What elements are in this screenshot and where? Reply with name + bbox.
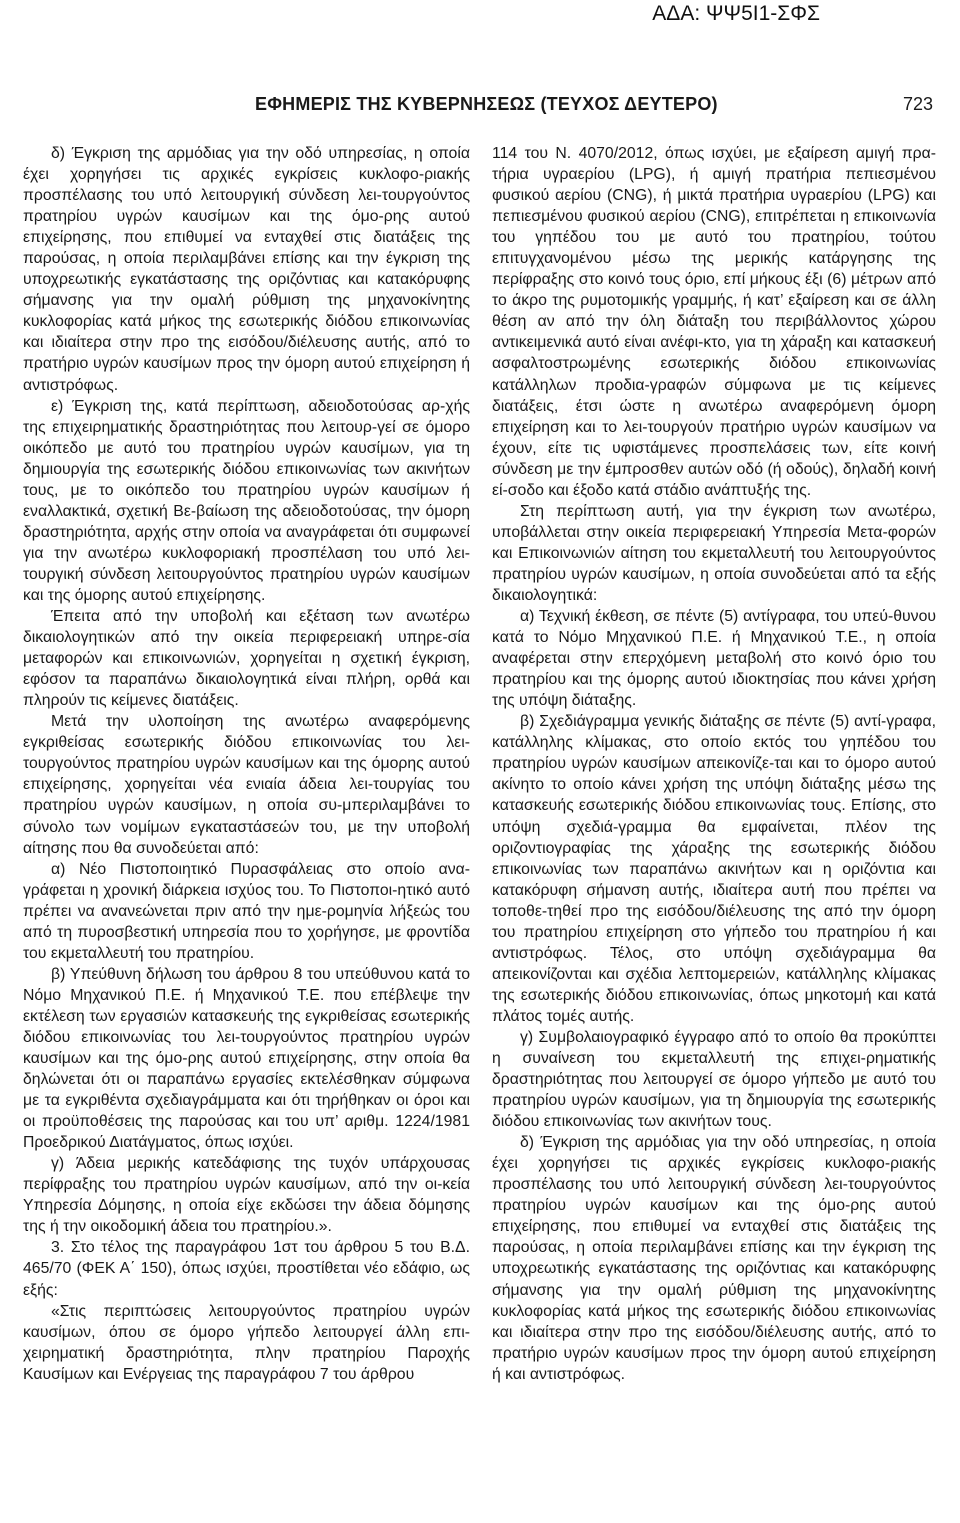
gazette-title: ΕΦΗΜΕΡΙΣ ΤΗΣ ΚΥΒΕΡΝΗΣΕΩΣ (ΤΕΥΧΟΣ ΔΕΥΤΕΡΟ) <box>255 94 718 114</box>
paragraph: Μετά την υλοποίηση της ανωτέρω αναφερόμενης εγκριθείσας εσωτερικής διόδου επικοινωνίας του λει-τουργούντος πρατηρίου υγρών καυσίμων και της όμορης αυτού επιχείρησης, χορηγείται νέα ενιαία άδεια λει-τουργίας του πρατηρίου υγρών καυσίμων, η οποία συ-μπεριλαμβάνει το σύνολο των νομίμων εγκαταστάσεών του, με την υποβολή αίτησης που θα συνοδεύεται από: <box>23 713 470 857</box>
paragraph: β) Σχεδιάγραμμα γενικής διάταξης σε πέντε (5) αντί-γραφα, κατάλληλης κλίμακας, στο οποίο εκτός του γηπέδου του πρατηρίου υγρών καυσίμων απεικονίζε-ται και το όμορο αυτού ακίνητο το οποίο κάνει χρήση της υπόψη διάταξης μέσω της κατασκευής εσωτερικής διόδου επικοινωνίας τους. Επίσης, στο υπόψη σχεδιά-γραμμα θα εμφαίνεται, πλέον της οριζοντιογραφίας της χάραξης της εσωτερικής διόδου επικοινωνίας των παραπάνω ακινήτων και η οριζόντια και κατακόρυφη σήμανση αυτής, ιδιαίτερα αυτή που πρέπει να τοποθε-τηθεί προ της εισόδου/διέλευσης της από την όμορη του πρατηρίου επιχείρηση στο γήπεδο του πρατηρίου ή και αντιστρόφως. Τέλος, στο υπόψη σχεδιάγραμμα θα απεικονίζονται και σχέδια λεπτομερειών, κατάλληλης κλίμακας της εσωτερικής διόδου επικοινωνίας, όπως μηκοτομή και κατά πλάτος τομές αυτής. <box>492 713 936 1025</box>
paragraph: γ) Συμβολαιογραφικό έγγραφο από το οποίο θα προκύπτει η συναίνεση του εκμεταλλευτή της επιχει-ρηματικής δραστηριότητας που λειτουργεί σε όμορο γήπεδο με αυτό του πρατηρίου υγρών καυσίμων, για τη δημιουργία της εσωτερικής διόδου επικοινωνίας των ακινήτων τους. <box>492 1028 936 1131</box>
paragraph: Έπειτα από την υποβολή και εξέταση των ανωτέρω δικαιολογητικών από την οικεία περιφερειακή υπηρε-σία μεταφορών και επικοινωνιών, χορηγείται η σχετική έγκριση, εφόσον τα παραπάνω δικαιολογητικά είναι πλήρη, ορθά και πληρούν τις κείμενες διατάξεις. <box>23 608 470 710</box>
paragraph: α) Νέο Πιστοποιητικό Πυρασφάλειας στο οποίο ανα-γράφεται η χρονική διάρκεια ισχύος του. Το Πιστοποι-ητικό αυτό πρέπει να ανανεώνεται πριν από την ημε-ρομηνία λήξεώς του από τη πυροσβεστική υπηρεσία που το χορήγησε, με φροντίδα του εκμεταλλευτή του πρατηρίου. <box>23 860 470 962</box>
left-column <box>23 143 470 1385</box>
page-number: 723 <box>902 94 933 114</box>
paragraph: β) Υπεύθυνη δήλωση του άρθρου 8 του υπεύθυνου κατά το Νόμο Μηχανικού Π.Ε. ή Μηχανικού Τ.Ε. που επέβλεψε την εκτέλεση των εργασιών κατασκευής της εγκριθείσας εσωτερικής διόδου επικοινωνίας του λει-τουργούντος πρατηρίου υγρών καυσίμων και της όμο-ρης αυτού επιχείρησης, στην οποία θα δηλώνεται ότι οι παραπάνω εργασίες εκτελέσθηκαν σύμφωνα με τα εγκριθέντα σχεδιαγράμματα και ότι τηρήθηκαν οι όροι και οι προϋποθέσεις της παρούσας και του υπ’ αριθμ. 1224/1981 Προεδρικού Διατάγματος, όπως ισχύει. <box>23 965 470 1152</box>
paragraph: ε) Έγκριση της, κατά περίπτωση, αδειοδοτούσας αρ-χής της επιχειρηματικής δραστηριότητας που λειτουρ-γεί σε όμορο οικόπεδο με αυτό του πρατηρίου υγρών καυσίμων, για τη δημιουργία της εσωτερικής διόδου επικοινωνίας των ακινήτων τους, με το οικόπεδο του πρατηρίου υγρών καυσίμων ή εναλλακτικά, σχετική Βε-βαίωση της αδειοδοτούσας, την όμορη δραστηριότητα, αρχής στην οποία να αναγράφεται ότι συμφωνεί για την ανωτέρω κυκλοφοριακή προσπέλαση του υπό λει-τουργική σύνδεση λειτουργούντος πρατηρίου υγρών καυσίμων και της όμορης αυτού επιχείρησης. <box>23 397 470 604</box>
paragraph: 3. Στο τέλος της παραγράφου 1στ του άρθρου 5 του Β.Δ. 465/70 (ΦΕΚ Α΄ 150), όπως ισχύει, προστίθεται νέο εδάφιο, ως εξής: <box>23 1239 470 1299</box>
paragraph: δ) Έγκριση της αρμόδιας για την οδό υπηρεσίας, η οποία έχει χορηγήσει τις αρχικές εγκρίσεις κυκλοφο-ριακής προσπέλασης του υπό λειτουργική σύνδεση λει-τουργούντος πρατηρίου υγρών καυσίμων και της όμο-ρης αυτού επιχείρησης, που επιθυμεί να ενταχθεί στις διατάξεις της παρούσας, η οποία περιλαμβάνει επίσης και την έγκριση της υποχρεωτικής εγκατάστασης της οριζόντιας και κατακόρυφης σήμανσης για την ομαλή ρύθμιση της μηχανοκίνητης κυκλοφορίας κατά μήκος της εσωτερικής διόδου επικοινωνίας και ιδιαίτερα στην προ της εισόδου/διέλευσης αυτής, από το πρατήριο υγρών καυσίμων προς την όμορη αυτού επιχείρηση ή αντιστρόφως. <box>23 145 470 394</box>
page-header <box>0 94 960 116</box>
ada-code: ΑΔΑ: ΨΨ5Ι1-ΣΦΣ <box>652 2 820 25</box>
paragraph: 114 του Ν. 4070/2012, όπως ισχύει, με εξαίρεση αμιγή πρα-τήρια υγραερίου (LPG), ή αμιγή πρατήρια πεπιεσμένου φυσικού αερίου (CNG), ή μικτά πρατήρια υγραερίου (LPG) και πεπιεσμένου φυσικού αερίου (CNG), επιτρέπεται η επικοινωνία του γηπέδου του με αυτό του πρατηρίου, τούτου επιτυγχανομένου μέσω της μερικής κατάργησης της περίφραξης στο κοινό τους όριο, επί μήκους έξι (6) μέτρων από το άκρο της ρυμοτομικής γραμμής, ή κατ’ εξαίρεση και σε άλλη θέση αν από την όλη διάταξη του περιβάλλοντος χώρου αντικειμενικά αυτό είναι ανέφι-κτο, για τη χάραξη και κατασκευή ασφαλτοστρωμένης εσωτερικής διόδου επικοινωνίας κατάλληλων προδια-γραφών σύμφωνα με τις κείμενες διατάξεις, έτσι ώστε η ανωτέρω αναφερόμενη όμορη επιχείρηση και το λει-τουργούν πρατήριο υγρών καυσίμων να έχουν, είτε τις υφιστάμενες προσπελάσεις των, είτε κοινή σύνδεση με την έμπροσθεν αυτών οδό (ή οδούς), δηλαδή κοινή εί-σοδο και έξοδο κατά στάδιο ανάπτυξής της. <box>492 145 936 499</box>
paragraph: Στη περίπτωση αυτή, για την έγκριση των ανωτέρω, υποβάλλεται στην οικεία περιφερειακή Υπηρεσία Μετα-φορών και Επικοινωνιών αίτηση του εκμεταλλευτή του λειτουργούντος πρατηρίου υγρών καυσίμων, η οποία συνοδεύεται από τα εξής δικαιολογητικά: <box>492 502 936 604</box>
paragraph: α) Τεχνική έκθεση, σε πέντε (5) αντίγραφα, του υπεύ-θυνου κατά το Νόμο Μηχανικού Π.Ε. ή Μηχανικού Τ.Ε., η οποία αναφέρεται στην επερχόμενη μεταβολή στο κοινό όριο του πρατηρίου και της όμορης αυτού ιδιοκτησίας που κάνει χρήση της υπόψη διάταξης. <box>492 608 936 710</box>
paragraph: «Στις περιπτώσεις λειτουργούντος πρατηρίου υγρών καυσίμων, όπου σε όμορο γήπεδο λειτουργεί άλλη επι-χειρηματική δραστηριότητα, πλην πρατηρίου Παροχής Καυσίμων και Ενέργειας της παραγράφου 7 του άρθρου <box>23 1302 470 1383</box>
right-column <box>492 143 936 1385</box>
paragraph: γ) Άδεια μερικής κατεδάφισης της τυχόν υπάρχουσας περίφραξης του πρατηρίου υγρών καυσίμων, από την οι-κεία Υπηρεσία Δόμησης, η οποία είχε εκδώσει την άδεια δόμησης της ή την οικοδομική άδεια του πρατηρίου.». <box>23 1155 470 1236</box>
paragraph: δ) Έγκριση της αρμόδιας για την οδό υπηρεσίας, η οποία έχει χορηγήσει τις αρχικές εγκρίσεις κυκλοφο-ριακής προσπέλασης του υπό λειτουργική σύνδεση λει-τουργούντος πρατηρίου υγρών καυσίμων και της όμο-ρης αυτού επιχείρησης, που επιθυμεί να ενταχθεί στις διατάξεις της παρούσας, η οποία περιλαμβάνει επίσης και την έγκριση της υποχρεωτικής εγκατάστασης της οριζόντιας και κατακόρυφης σήμανσης για την ομαλή ρύθμιση της μηχανοκίνητης κυκλοφορίας κατά μήκος της εσωτερικής διόδου επικοινωνίας και ιδιαίτερα στην προ της εισόδου/διέλευσης αυτής, από το πρατήριο υγρών καυσίμων προς την όμορη αυτού επιχείρηση ή και αντιστρόφως. <box>492 1134 936 1383</box>
